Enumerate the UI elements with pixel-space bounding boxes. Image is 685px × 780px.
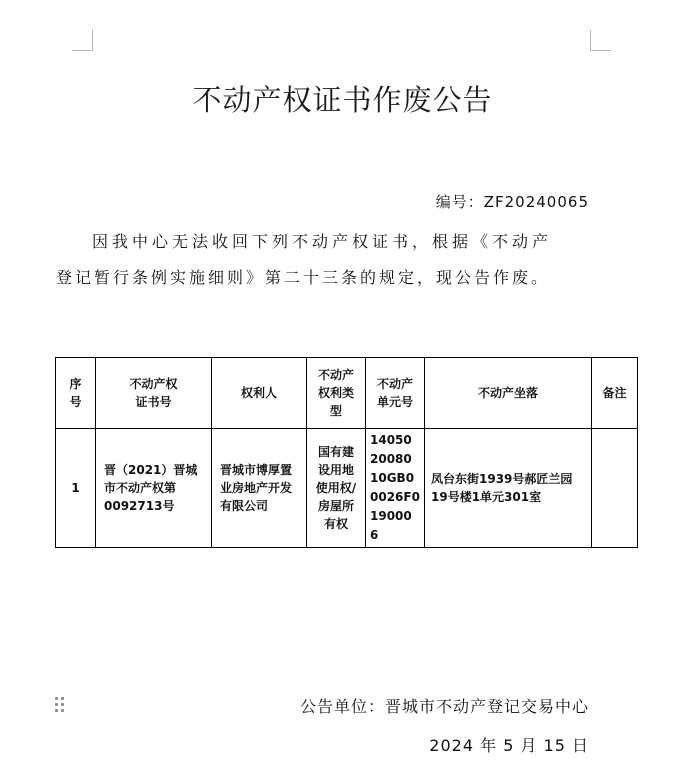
cell-location: 凤台东街1939号郝匠兰园19号楼1单元301室: [425, 429, 592, 548]
cell-remark: [592, 429, 638, 548]
certificate-table: [55, 357, 638, 548]
header-location: 不动产坐落: [425, 358, 592, 429]
page-title: 不动产权证书作废公告: [192, 83, 493, 117]
cell-unit-no: 140502008010GB00026F0190006: [366, 429, 425, 548]
page-corner-mark-top-right: [590, 30, 611, 51]
document-number: 编号：ZF20240065: [435, 193, 589, 211]
header-cert-no: 不动产权证书号: [96, 358, 212, 429]
issuing-unit: 公告单位：晋城市不动产登记交易中心: [299, 697, 589, 716]
notice-paragraph-line-2: 登记暂行条例实施细则》第二十三条的规定，现公告作废。: [56, 268, 551, 287]
cell-seq: 1: [56, 429, 96, 548]
header-owner: 权利人: [212, 358, 307, 429]
issue-date: 2024 年 5 月 15 日: [429, 736, 589, 755]
page-corner-mark-top-left: [72, 30, 93, 51]
cell-right-type: 国有建设用地使用权/房屋所有权: [307, 429, 366, 548]
table-header-row: [56, 358, 638, 429]
header-remark: 备注: [592, 358, 638, 429]
notice-paragraph-line-1: 因我中心无法收回下列不动产权证书，根据《不动产: [92, 232, 553, 251]
drag-handle-icon[interactable]: [55, 697, 65, 713]
cell-cert-no: 晋（2021）晋城市不动产权第0092713号: [96, 429, 212, 548]
header-unit-no: 不动产单元号: [366, 358, 425, 429]
header-seq: 序号: [56, 358, 96, 429]
cell-owner: 晋城市博厚置业房地产开发有限公司: [212, 429, 307, 548]
table-row: [56, 429, 638, 548]
header-right-type: 不动产权利类型: [307, 358, 366, 429]
